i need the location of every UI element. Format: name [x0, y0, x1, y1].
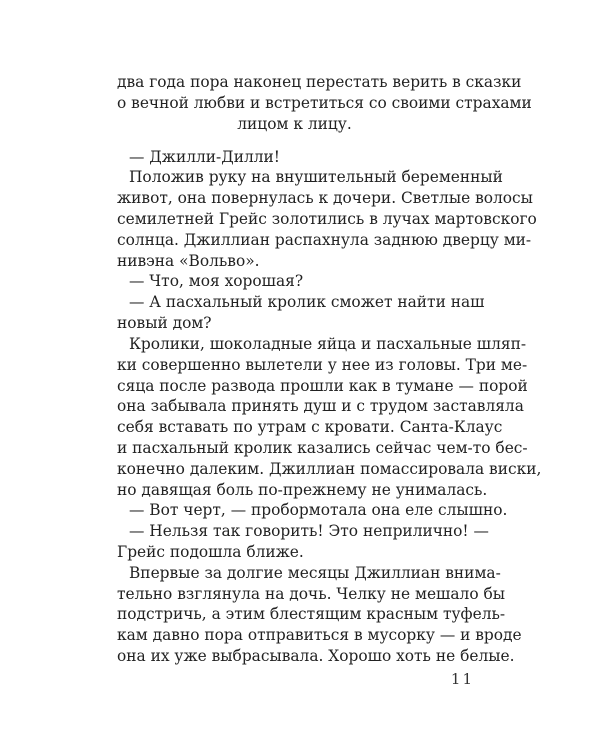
text-line: конечно далеким. Джиллиан помассировала виски, — [117, 459, 542, 478]
dialogue-line: — Нельзя так говорить! Это неприлично! — — [129, 522, 489, 541]
text-line: она забывала принять душ и с трудом заставляла — [117, 397, 524, 416]
text-line: два года пора наконец перестать верить в сказки — [117, 73, 522, 91]
text-line: новый дом? — [117, 314, 212, 332]
text-line: семилетней Грейс золотились в лучах мартовского — [117, 210, 537, 228]
text-line: кам давно пора отправиться в мусорку — и вроде — [117, 626, 522, 645]
text-line: и пасхальный кролик казались сейчас чем-то бес- — [117, 438, 528, 457]
text-line: ки совершенно вылетели у нее из головы. Три ме- — [117, 355, 528, 374]
dialogue-line: — Джилли-Дилли! — [129, 147, 280, 166]
text-line: но давящая боль по-прежнему не унималась. — [117, 480, 488, 499]
page-number: 11 — [450, 670, 474, 688]
text-line: нивэна «Вольво». — [117, 251, 260, 270]
text-line: лицом к лицу. — [237, 114, 352, 133]
text-line: солнца. Джиллиан распахнула заднюю дверцу ми- — [117, 230, 532, 249]
text-line: Кролики, шоколадные яйца и пасхальные шляп- — [129, 334, 527, 353]
text-line: себя вставать по утрам с кровати. Санта-Клаус — [117, 418, 503, 437]
text-line: Грейс подошла ближе. — [117, 543, 304, 561]
text-line: подстричь, а этим блестящим красным туфель- — [117, 605, 506, 624]
dialogue-line: — Вот черт, — пробормотала она еле слышно. — [129, 501, 508, 520]
text-line: живот, она повернулась к дочери. Светлые волосы — [117, 189, 533, 208]
dialogue-line: — А пасхальный кролик сможет найти наш — [129, 293, 485, 312]
text-line: сяца после развода прошли как в тумане — порой — [117, 376, 528, 395]
dialogue-line: — Что, моя хорошая? — [129, 272, 304, 291]
text-line: о вечной любви и встретиться со своими страхами — [117, 93, 532, 112]
text-line: тельно взглянула на дочь. Челку не мешало бы — [117, 584, 505, 603]
text-line: Положив руку на внушительный беременный — [129, 168, 503, 187]
text-line: она их уже выбрасывала. Хорошо хоть не белые. — [117, 647, 515, 665]
text-line: Впервые за долгие месяцы Джиллиан внима- — [129, 563, 501, 582]
